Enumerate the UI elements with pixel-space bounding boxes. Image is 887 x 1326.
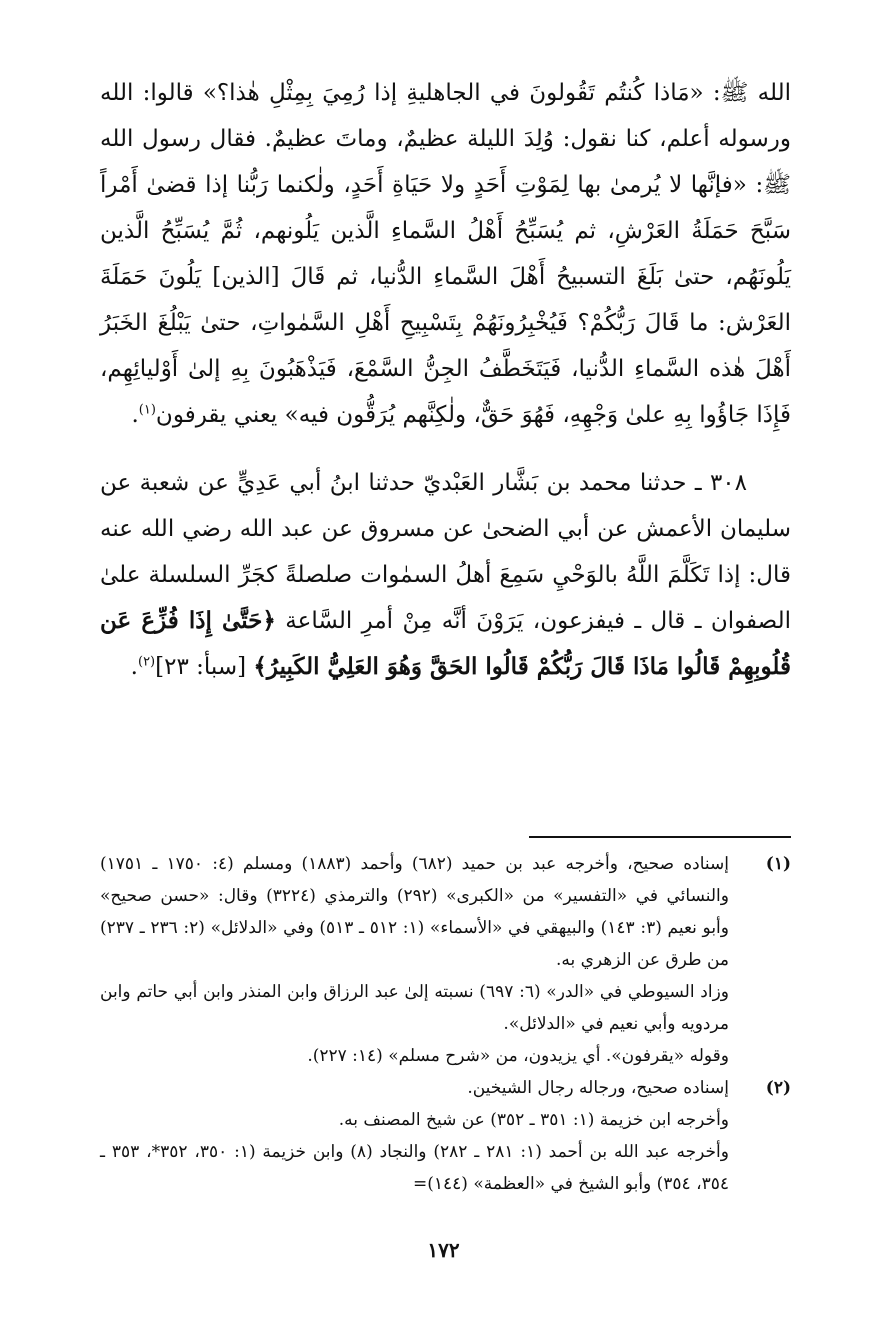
footnote-line: إسناده صحيح، ورجاله رجال الشيخين. [467, 1078, 729, 1098]
footnote-body [100, 848, 729, 1072]
footnote-divider [529, 836, 791, 838]
footnote-ref: (٢) [137, 654, 156, 670]
footnote-item [100, 848, 791, 1072]
footnote-ref: (١) [138, 402, 156, 418]
footnote-item [100, 1072, 791, 1200]
footnote-line: وزاد السيوطي في «الدر» (٦: ٦٩٧) نسبته إلىٰ عبد الرزاق وابن المنذر وابن أبي حاتم وابن مردويه وأبي نعيم في «الدلائل». [100, 982, 729, 1034]
footnotes [100, 848, 791, 1200]
footnote-line: وقوله «يقرفون». أي يزيدون، من «شرح مسلم» (١٤: ٢٢٧). [307, 1046, 729, 1066]
hadith-paragraph-308 [100, 460, 791, 690]
page-number: ١٧٢ [427, 1238, 460, 1262]
footnote-body [100, 1072, 729, 1200]
sentence-end: . [131, 402, 139, 428]
paragraph-text: الله ﷺ: «مَاذا كُنتُم تَقُولونَ في الجاهليةِ إذا رُمِيَ بِمِثْلِ هٰذا؟» قالوا: الله ورسوله أعلم، كنا نقول: وُلِدَ الليلة عظيمٌ، وماتَ عظيمٌ. فقال رسول الله ﷺ: «فإنَّها لا يُرمىٰ بها لِمَوْتِ أَحَدٍ ولا حَيَاةِ أَحَدٍ، ولٰكنما رَبُّنا إذا قضىٰ أَمْراً سَبَّحَ حَمَلَةُ العَرْشِ، ثم يُسَبِّحُ أَهْلُ السَّماءِ الَّذين يَلُونهم، ثُمَّ يُسَبِّحُ الَّذين يَلُونَهُم، حتىٰ بَلَغَ التسبيحُ أَهْلَ السَّماءِ الدُّنيا، ثم قَالَ [الذين] يَلُونَ حَمَلَةَ العَرْش: ما قَالَ رَبُّكُمْ؟ فَيُخْبِرُونَهُمْ بِتَسْبِيحِ أَهْلِ السَّمٰواتِ، حتىٰ يَبْلُغَ الخَبَرُ أَهْلَ هٰذه السَّماءِ الدُّنيا، فَيَتَخَطَّفُ الجِنُّ السَّمْعَ، فَيَذْهَبُونَ بِهِ إلىٰ أَوْليائِهِم، فَإِذَا جَاؤُوا بِهِ علىٰ وَجْهِهِ، فَهُوَ حَقٌّ، ولٰكِنَّهم يُرَقُّون فيه» يعني يقرفون [100, 80, 791, 428]
footnote-number: (٢) [765, 1078, 791, 1098]
quran-verse: ﴿حَتَّىٰ إِذَا فُزِّعَ عَن قُلُوبِهِمْ قَالُوا مَاذَا قَالَ رَبُّكُمْ قَالُوا الحَقَّ وَهُوَ العَلِيُّ الكَبِيرُ﴾ [100, 607, 791, 680]
verse-citation: [سبأ: ٢٣] [155, 654, 247, 680]
paragraph-text: ٣٠٨ ـ حدثنا محمد بن بَشَّار العَبْديّ حدثنا ابنُ أبي عَدِيٍّ عن شعبة عن سليمان الأعمش عن أبي الضحىٰ عن مسروق عن عبد الله رضي الله عنه قال: إذا تَكَلَّمَ اللَّهُ بالوَحْيِ سَمِعَ أهلُ السمٰوات صلصلةً كجَرِّ السلسلة علىٰ الصفوان ـ قال ـ فيفزعون، يَرَوْنَ أنَّه مِنْ أمرِ السَّاعة [100, 470, 791, 634]
sentence-end: . [130, 654, 138, 680]
footnote-line: وأخرجه ابن خزيمة (١: ٣٥١ ـ ٣٥٢) عن شيخ المصنف به. [338, 1110, 729, 1130]
main-text [100, 70, 791, 690]
footnote-line: إسناده صحيح، وأخرجه عبد بن حميد (٦٨٢) وأحمد (١٨٨٣) ومسلم (٤: ١٧٥٠ ـ ١٧٥١) والنسائي في «التفسير» من «الكبرى» (٢٩٢) والترمذي (٣٢٢٤) وقال: «حسن صحيح» وأبو نعيم (٣: ١٤٣) والبيهقي في «الأسماء» (١: ٥١٢ ـ ٥١٣) وفي «الدلائل» (٢: ٢٣٦ ـ ٢٣٧) من طرق عن الزهري به. [100, 854, 730, 970]
footnote-line: وأخرجه عبد الله بن أحمد (١: ٢٨١ ـ ٢٨٢) والنجاد (٨) وابن خزيمة (١: ٣٥٠، ٣٥٢*، ٣٥٣ ـ ٣٥٤، ٣٥٤) وأبو الشيخ في «العظمة» (١٤٤)= [100, 1142, 729, 1194]
footnote-number: (١) [765, 854, 791, 874]
hadith-paragraph [100, 70, 791, 438]
